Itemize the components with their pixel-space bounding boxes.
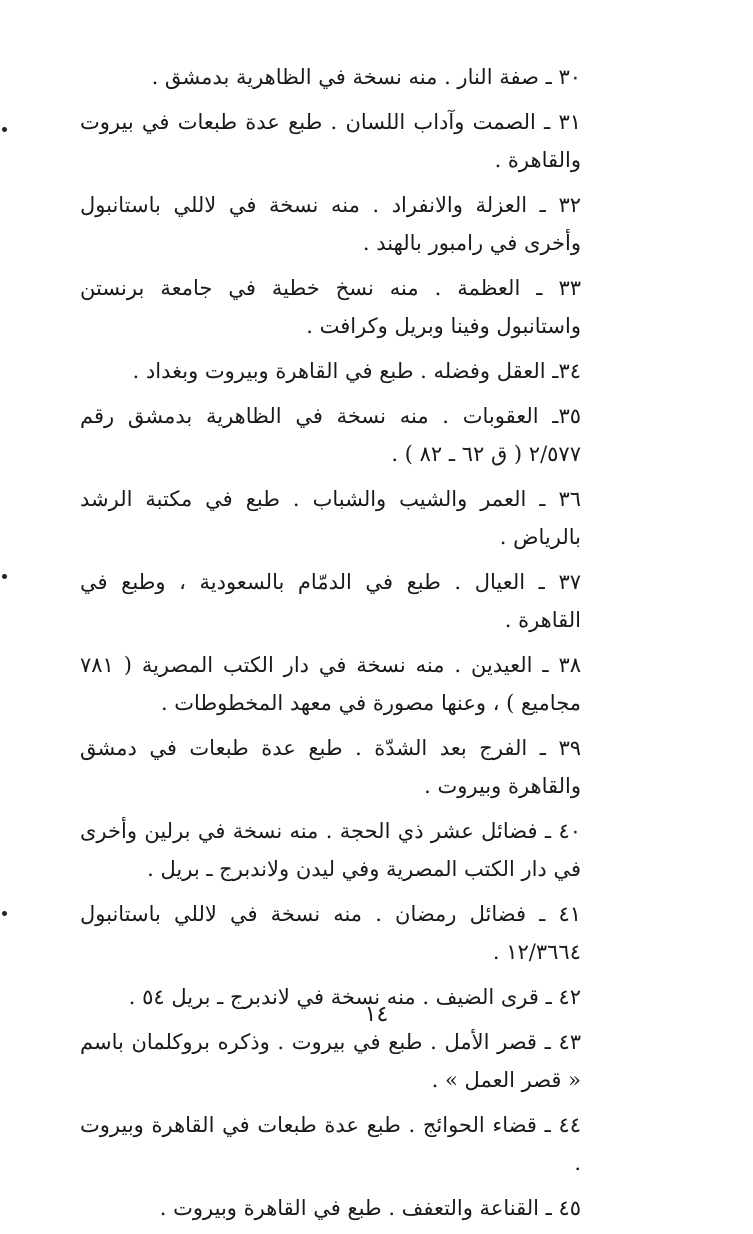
- list-item: ٣٩ ـ الفرج بعد الشدّة . طبع عدة طبعات في دمشق والقاهرة وبيروت .: [80, 736, 581, 798]
- list-item: ٣٢ ـ العزلة والانفراد . منه نسخة في لاللي باستانبول وأخرى في رامبور بالهند .: [80, 193, 581, 255]
- list-item: ٤٥ ـ القناعة والتعفف . طبع في القاهرة وبيروت .: [159, 1196, 581, 1220]
- scan-speck: [2, 127, 7, 132]
- scan-speck: [2, 574, 7, 579]
- page-number: ١٤: [364, 1002, 389, 1027]
- list-item: ٤٢ ـ قرى الضيف . منه نسخة في لاندبرج ـ بريل ٥٤ .: [128, 985, 581, 1009]
- list-item: ٣١ ـ الصمت وآداب اللسان . طبع عدة طبعات في بيروت والقاهرة .: [80, 110, 581, 172]
- scan-speck: [2, 911, 7, 916]
- list-item: ٣٤ـ العقل وفضله . طبع في القاهرة وبيروت وبغداد .: [132, 359, 581, 383]
- list-item: ٣٥ـ العقوبات . منه نسخة في الظاهرية بدمشق رقم ٢/٥٧٧ ( ق ٦٢ ـ ٨٢ ) .: [80, 404, 581, 466]
- list-item: ٤٣ ـ قصر الأمل . طبع في بيروت . وذكره بروكلمان باسم « قصر العمل » .: [80, 1030, 581, 1092]
- list-item: ٤٤ ـ قضاء الحوائج . طبع عدة طبعات في القاهرة وبيروت .: [80, 1113, 581, 1175]
- list-item: ٤١ ـ فضائل رمضان . منه نسخة في لاللي باستانبول ١٢/٣٦٦٤ .: [80, 902, 581, 964]
- entry-list: [80, 58, 646, 1234]
- list-item: ٣٧ ـ العيال . طبع في الدمّام بالسعودية ، وطبع في القاهرة .: [80, 570, 581, 632]
- list-item: ٤٠ ـ فضائل عشر ذي الحجة . منه نسخة في برلين وأخرى في دار الكتب المصرية وفي ليدن ولاندبرج ـ بريل .: [80, 819, 581, 881]
- list-item: ٣٣ ـ العظمة . منه نسخ خطية في جامعة برنستن واستانبول وفينا وبريل وكرافت .: [80, 276, 581, 338]
- list-item: ٣٦ ـ العمر والشيب والشباب . طبع في مكتبة الرشد بالرياض .: [80, 487, 581, 549]
- list-item: ٣٠ ـ صفة النار . منه نسخة في الظاهرية بدمشق .: [151, 65, 581, 89]
- list-item: ٣٨ ـ العيدين . منه نسخة في دار الكتب المصرية ( ٧٨١ مجاميع ) ، وعنها مصورة في معهد المخطوطات .: [80, 653, 582, 715]
